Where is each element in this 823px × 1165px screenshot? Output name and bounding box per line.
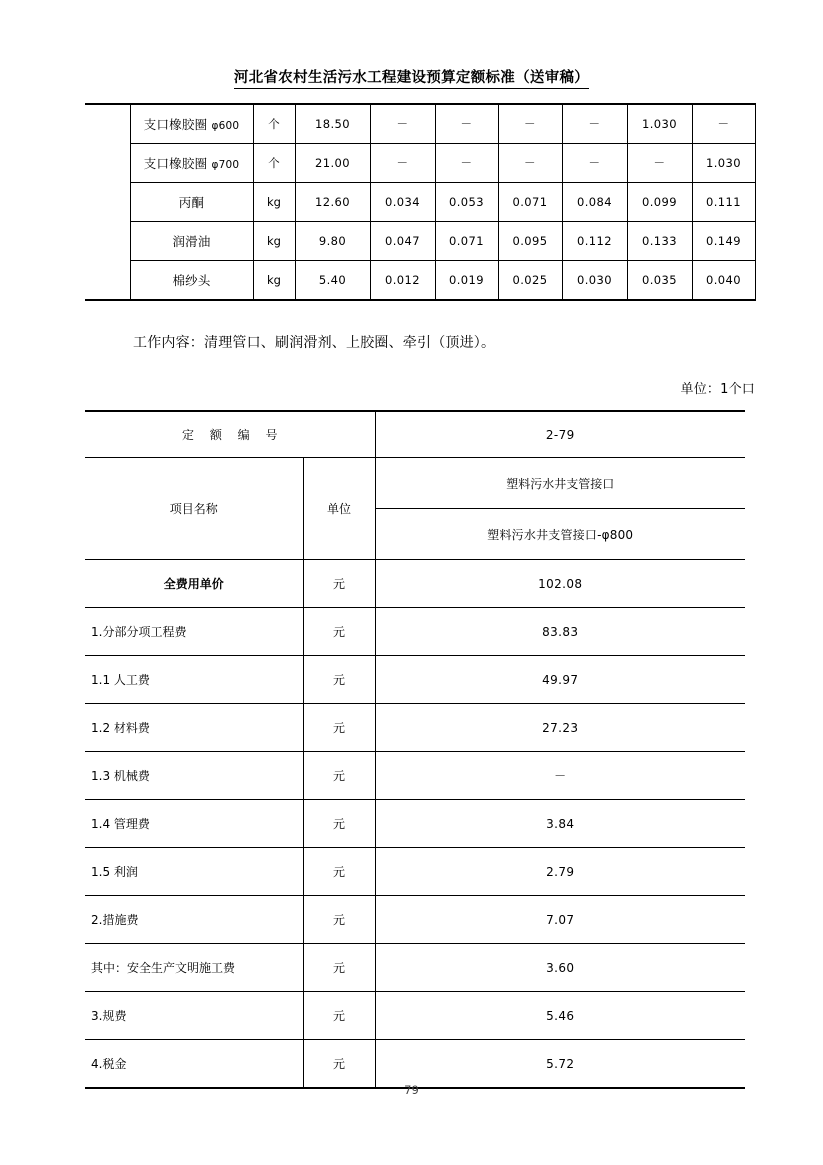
quota-detail-table xyxy=(85,410,745,1089)
material-quantity-cell: － xyxy=(627,144,692,183)
material-quantity-cell: 0.019 xyxy=(435,261,498,301)
material-quantity-cell: － xyxy=(370,144,435,183)
material-quantity-cell: － xyxy=(498,144,562,183)
material-name-cell: 棉纱头 xyxy=(130,261,253,301)
cost-item-value-cell: 7.07 xyxy=(375,896,745,944)
column-header-group: 塑料污水井支管接口 xyxy=(375,458,745,509)
table-row xyxy=(85,992,745,1040)
material-quantity-cell: 0.084 xyxy=(562,183,627,222)
cost-item-unit-cell: 元 xyxy=(303,944,375,992)
table-row xyxy=(85,608,745,656)
cost-item-value-cell: 5.46 xyxy=(375,992,745,1040)
column-header-name: 项目名称 xyxy=(85,458,303,560)
material-quantity-cell: 0.133 xyxy=(627,222,692,261)
column-header-spec: 塑料污水井支管接口-φ800 xyxy=(375,509,745,560)
cost-item-unit-cell: 元 xyxy=(303,896,375,944)
material-quantity-cell: － xyxy=(435,144,498,183)
merged-category-cell xyxy=(85,104,130,300)
material-quantity-cell: － xyxy=(370,104,435,144)
page-number: 79 xyxy=(404,1083,419,1097)
cost-item-unit-cell: 元 xyxy=(303,560,375,608)
quota-code-value: 2-79 xyxy=(375,411,745,458)
cost-item-name-cell: 1.分部分项工程费 xyxy=(85,608,303,656)
table-row xyxy=(85,656,745,704)
cost-item-unit-cell: 元 xyxy=(303,800,375,848)
cost-item-name-cell: 1.2 材料费 xyxy=(85,704,303,752)
material-quantity-cell: － xyxy=(562,144,627,183)
unit-note: 单位：1个口 xyxy=(680,382,755,397)
table-row xyxy=(85,1040,745,1089)
cost-item-unit-cell: 元 xyxy=(303,992,375,1040)
table-row xyxy=(85,261,755,301)
table-row xyxy=(85,104,755,144)
cost-item-value-cell: 49.97 xyxy=(375,656,745,704)
material-quantity-cell: 0.012 xyxy=(370,261,435,301)
cost-item-name-cell: 3.规费 xyxy=(85,992,303,1040)
material-quantity-cell: 0.025 xyxy=(498,261,562,301)
cost-item-name-cell: 2.措施费 xyxy=(85,896,303,944)
table-row xyxy=(85,144,755,183)
material-unit-cell: kg xyxy=(253,183,295,222)
material-quantity-cell: － xyxy=(692,104,755,144)
cost-item-name-cell: 1.4 管理费 xyxy=(85,800,303,848)
quota-header-row-group xyxy=(85,458,745,509)
table-row xyxy=(85,183,755,222)
work-content-line: 工作内容：清理管口、刷润滑剂、上胶圈、牵引（顶进）。 xyxy=(133,335,496,351)
cost-item-value-cell: 3.84 xyxy=(375,800,745,848)
cost-item-value-cell: － xyxy=(375,752,745,800)
material-quantity-cell: 0.112 xyxy=(562,222,627,261)
material-quantity-cell: 0.053 xyxy=(435,183,498,222)
cost-item-value-cell: 83.83 xyxy=(375,608,745,656)
material-quantity-cell: 0.035 xyxy=(627,261,692,301)
material-quantity-cell: － xyxy=(562,104,627,144)
cost-item-unit-cell: 元 xyxy=(303,656,375,704)
table-row xyxy=(85,896,745,944)
material-quantity-cell: 0.071 xyxy=(435,222,498,261)
material-consumption-body xyxy=(85,104,755,300)
cost-item-value-cell: 2.79 xyxy=(375,848,745,896)
material-quantity-cell: 0.071 xyxy=(498,183,562,222)
material-price-cell: 12.60 xyxy=(295,183,370,222)
table-row xyxy=(85,848,745,896)
material-quantity-cell: 0.034 xyxy=(370,183,435,222)
table-row xyxy=(85,944,745,992)
material-quantity-cell: － xyxy=(435,104,498,144)
material-quantity-cell: 1.030 xyxy=(627,104,692,144)
material-price-cell: 18.50 xyxy=(295,104,370,144)
cost-item-name-cell: 1.5 利润 xyxy=(85,848,303,896)
material-consumption-table xyxy=(85,103,756,301)
table-row xyxy=(85,222,755,261)
cost-item-name-cell: 4.税金 xyxy=(85,1040,303,1089)
material-quantity-cell: 0.047 xyxy=(370,222,435,261)
cost-item-unit-cell: 元 xyxy=(303,848,375,896)
cost-item-unit-cell: 元 xyxy=(303,752,375,800)
material-quantity-cell: 0.040 xyxy=(692,261,755,301)
material-unit-cell: kg xyxy=(253,222,295,261)
material-unit-cell: kg xyxy=(253,261,295,301)
material-name-cell: 润滑油 xyxy=(130,222,253,261)
material-unit-cell: 个 xyxy=(253,144,295,183)
material-quantity-cell: 0.030 xyxy=(562,261,627,301)
cost-item-value-cell: 3.60 xyxy=(375,944,745,992)
material-name-cell: 丙酮 xyxy=(130,183,253,222)
material-diameter: φ700 xyxy=(211,159,240,171)
material-quantity-cell: 0.111 xyxy=(692,183,755,222)
page-title xyxy=(0,66,823,87)
material-quantity-cell: 0.149 xyxy=(692,222,755,261)
material-quantity-cell: 0.099 xyxy=(627,183,692,222)
table-row xyxy=(85,560,745,608)
table-row xyxy=(85,800,745,848)
cost-item-value-cell: 5.72 xyxy=(375,1040,745,1089)
table-row xyxy=(85,752,745,800)
cost-item-name-cell: 全费用单价 xyxy=(85,560,303,608)
material-quantity-cell: 0.095 xyxy=(498,222,562,261)
quota-code-row xyxy=(85,411,745,458)
material-name-cell: 支口橡胶圈 φ700 xyxy=(130,144,253,183)
cost-item-unit-cell: 元 xyxy=(303,608,375,656)
material-price-cell: 21.00 xyxy=(295,144,370,183)
material-diameter: φ600 xyxy=(211,120,240,132)
cost-item-name-cell: 其中：安全生产文明施工费 xyxy=(85,944,303,992)
material-unit-cell: 个 xyxy=(253,104,295,144)
column-header-unit: 单位 xyxy=(303,458,375,560)
table-row xyxy=(85,704,745,752)
material-quantity-cell: 1.030 xyxy=(692,144,755,183)
cost-item-name-cell: 1.3 机械费 xyxy=(85,752,303,800)
cost-item-name-cell: 1.1 人工费 xyxy=(85,656,303,704)
page-title-text: 河北省农村生活污水工程建设预算定额标准（送审稿） xyxy=(234,70,589,89)
quota-detail-body xyxy=(85,560,745,1089)
material-price-cell: 9.80 xyxy=(295,222,370,261)
cost-item-value-cell: 27.23 xyxy=(375,704,745,752)
cost-item-value-cell: 102.08 xyxy=(375,560,745,608)
material-name-cell: 支口橡胶圈 φ600 xyxy=(130,104,253,144)
quota-code-label: 定 额 编 号 xyxy=(85,411,375,458)
material-quantity-cell: － xyxy=(498,104,562,144)
cost-item-unit-cell: 元 xyxy=(303,704,375,752)
cost-item-unit-cell: 元 xyxy=(303,1040,375,1089)
material-price-cell: 5.40 xyxy=(295,261,370,301)
